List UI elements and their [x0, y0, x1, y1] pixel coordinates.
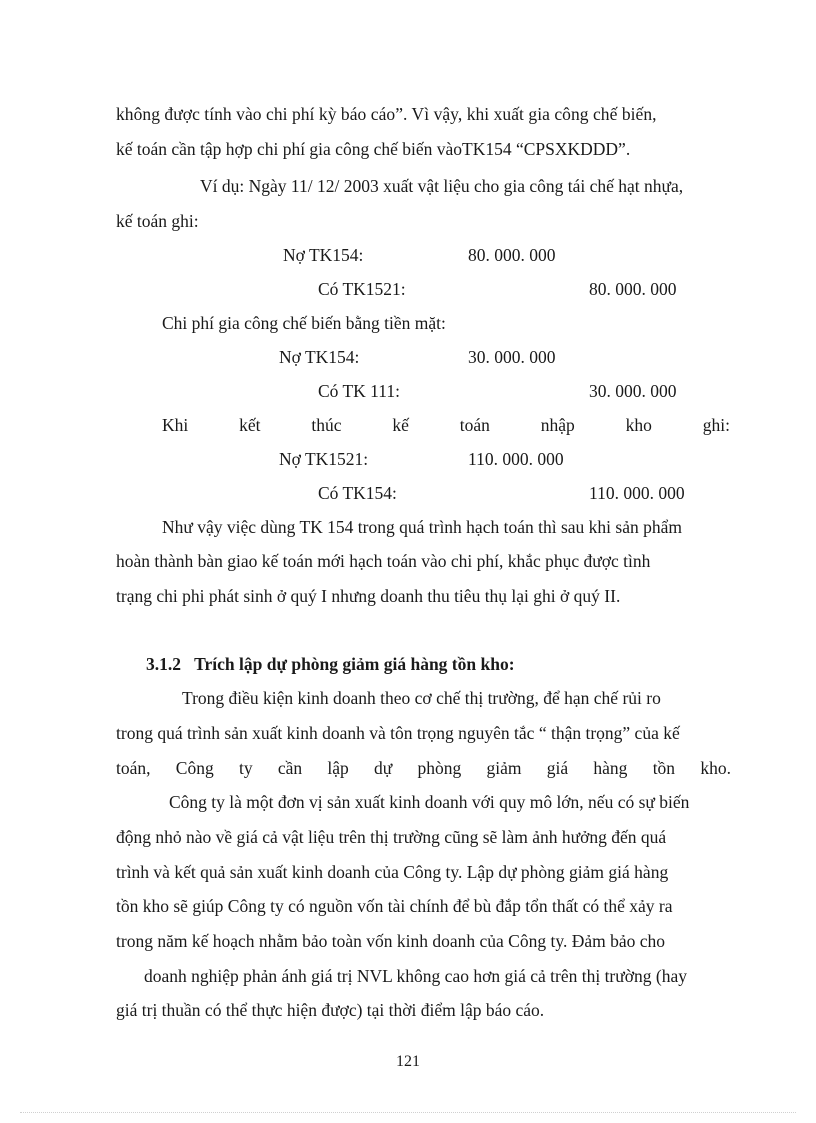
word: kho	[625, 415, 652, 435]
body-line: Công ty là một đơn vị sản xuất kinh doanh với quy mô lớn, nếu có sự biến	[169, 792, 690, 812]
word: thúc	[311, 415, 342, 435]
debit-label: Nợ TK1521:	[279, 449, 369, 469]
word: kết	[239, 415, 261, 435]
body-line: kế toán ghi:	[116, 211, 199, 231]
section-title: Trích lập dự phòng giảm giá hàng tồn kho:	[194, 654, 515, 674]
debit-amount: 80. 000. 000	[468, 245, 556, 265]
word: cần	[277, 758, 303, 778]
debit-label: Nợ TK154:	[279, 347, 360, 367]
word: dự	[374, 758, 393, 778]
body-line: hoàn thành bàn giao kế toán mới hạch toán vào chi phí, khắc phục được tình	[116, 551, 651, 571]
word: toán	[459, 415, 490, 435]
word: giảm	[486, 758, 522, 778]
credit-amount: 30. 000. 000	[589, 381, 677, 401]
body-line: Ví dụ: Ngày 11/ 12/ 2003 xuất vật liệu cho gia công tái chế hạt nhựa,	[200, 176, 684, 196]
body-line: trình và kết quả sản xuất kinh doanh của Công ty. Lập dự phòng giảm giá hàng	[116, 862, 669, 882]
body-line: tồn kho sẽ giúp Công ty có nguồn vốn tài chính để bù đắp tổn thất có thể xảy ra	[116, 896, 673, 916]
justified-line	[116, 758, 731, 778]
debit-amount: 30. 000. 000	[468, 347, 556, 367]
credit-amount: 110. 000. 000	[589, 483, 685, 503]
word: phòng	[417, 758, 462, 778]
word: lập	[327, 758, 349, 778]
word: tồn	[652, 758, 676, 778]
body-line: giá trị thuần có thể thực hiện được) tại thời điểm lập báo cáo.	[116, 1000, 545, 1020]
section-heading	[146, 654, 515, 674]
word: giá	[546, 758, 569, 778]
word: ghi:	[702, 415, 730, 435]
debit-amount: 110. 000. 000	[468, 449, 564, 469]
body-line: doanh nghiệp phản ánh giá trị NVL không cao hơn giá cả trên thị trường (hay	[144, 966, 687, 986]
page-number: 121	[396, 1053, 420, 1070]
word: toán,	[116, 758, 151, 778]
body-line: Như vậy việc dùng TK 154 trong quá trình hạch toán thì sau khi sản phẩm	[162, 517, 682, 537]
section-number: 3.1.2	[146, 654, 181, 674]
justified-line	[162, 415, 730, 435]
body-line: động nhỏ nào về giá cả vật liệu trên thị trường cũng sẽ làm ảnh hưởng đến quá	[116, 827, 667, 847]
body-line: trong năm kế hoạch nhằm bảo toàn vốn kinh doanh của Công ty. Đảm bảo cho	[116, 931, 666, 951]
word: Công	[175, 758, 214, 778]
credit-amount: 80. 000. 000	[589, 279, 677, 299]
word: nhập	[540, 415, 575, 435]
debit-label: Nợ TK154:	[283, 245, 364, 265]
word: ty	[238, 758, 253, 778]
word: kho.	[700, 758, 731, 778]
word: Khi	[162, 415, 189, 435]
body-line: trong quá trình sản xuất kinh doanh và tôn trọng nguyên tắc “ thận trọng” của kế	[116, 723, 680, 743]
body-line: Chi phí gia công chế biến bằng tiền mặt:	[162, 313, 446, 333]
credit-label: Có TK154:	[318, 483, 397, 503]
word: kế	[392, 415, 409, 435]
body-line: trạng chi phi phát sinh ở quý I nhưng doanh thu tiêu thụ lại ghi ở quý II.	[116, 586, 621, 606]
page-edge-divider	[20, 1112, 796, 1113]
body-line: kế toán cần tập hợp chi phí gia công chế biến vàoTK154 “CPSXKDDD”.	[116, 139, 631, 159]
word: hàng	[593, 758, 628, 778]
credit-label: Có TK1521:	[318, 279, 406, 299]
credit-label: Có TK 111:	[318, 381, 400, 401]
body-line: không được tính vào chi phí kỳ báo cáo”. Vì vậy, khi xuất gia công chế biến,	[116, 104, 657, 124]
body-line: Trong điều kiện kinh doanh theo cơ chế thị trường, để hạn chế rủi ro	[182, 688, 661, 708]
